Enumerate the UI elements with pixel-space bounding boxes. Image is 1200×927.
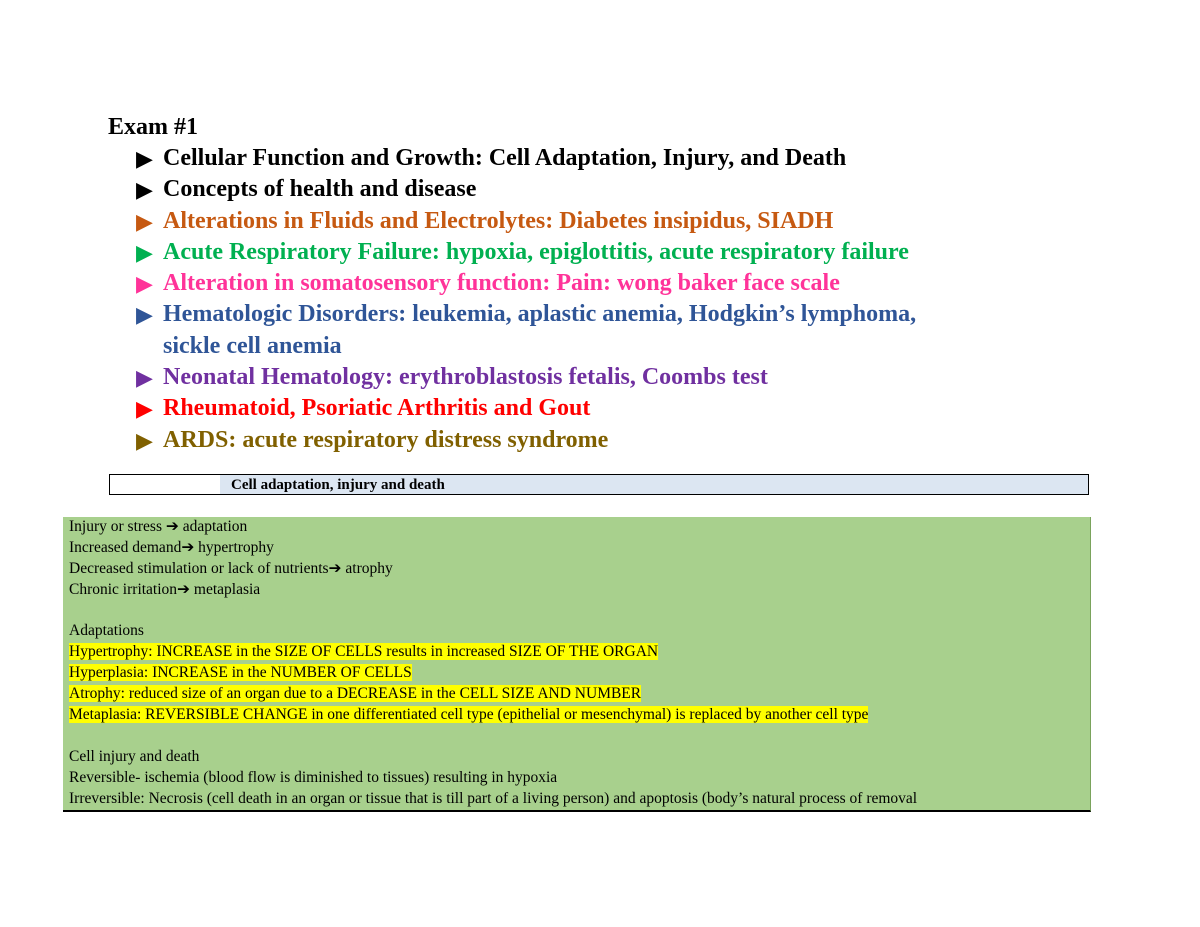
topic-item (136, 268, 1076, 299)
topic-list (136, 143, 1076, 456)
note-line (63, 789, 1090, 810)
topic-item (136, 362, 1076, 393)
triangle-bullet-icon: ▶ (136, 396, 153, 422)
note-blank-line (63, 601, 1090, 622)
note-text: Decreased stimulation or lack of nutrients➔ atrophy (69, 559, 393, 577)
topic-item (136, 143, 1076, 174)
exam-title: Exam #1 (108, 114, 198, 140)
topic-text: Alterations in Fluids and Electrolytes: Diabetes insipidus, SIADH (163, 207, 834, 234)
note-line (63, 538, 1090, 559)
note-text: Irreversible: Necrosis (cell death in an organ or tissue that is till part of a living person) and apoptosis (body’s natural process of removal (69, 789, 918, 807)
triangle-bullet-icon: ▶ (136, 271, 153, 297)
triangle-bullet-icon: ▶ (136, 208, 153, 234)
topic-text: Acute Respiratory Failure: hypoxia, epiglottitis, acute respiratory failure (163, 238, 909, 265)
triangle-bullet-icon: ▶ (136, 239, 153, 265)
topic-text: Rheumatoid, Psoriatic Arthritis and Gout (163, 395, 591, 422)
highlighted-note-text: Metaplasia: REVERSIBLE CHANGE in one differentiated cell type (epithelial or mesenchymal) is replaced by another cell type (69, 706, 869, 724)
note-line (63, 663, 1090, 684)
highlighted-note-text: Hypertrophy: INCREASE in the SIZE OF CELLS results in increased SIZE OF THE ORGAN (69, 643, 659, 661)
note-line (63, 684, 1090, 705)
triangle-bullet-icon: ▶ (136, 427, 153, 453)
topic-item (136, 174, 1076, 205)
note-text: Cell injury and death (69, 747, 200, 765)
note-text: Reversible- ischemia (blood flow is diminished to tissues) resulting in hypoxia (69, 768, 558, 786)
topic-text: Neonatal Hematology: erythroblastosis fetalis, Coombs test (163, 364, 768, 391)
note-text: Chronic irritation➔ metaplasia (69, 580, 261, 598)
triangle-bullet-icon: ▶ (136, 146, 153, 171)
note-line (63, 517, 1090, 538)
note-line (63, 642, 1090, 663)
note-text: Increased demand➔ hypertrophy (69, 538, 274, 556)
triangle-bullet-icon: ▶ (136, 302, 153, 328)
note-line (63, 747, 1090, 768)
topic-text: Concepts of health and disease (163, 176, 477, 203)
triangle-bullet-icon: ▶ (136, 365, 153, 391)
note-line (63, 768, 1090, 789)
triangle-bullet-icon: ▶ (136, 177, 153, 203)
section-header (109, 474, 1089, 495)
topic-item (136, 299, 1076, 330)
highlighted-note-text: Hyperplasia: INCREASE in the NUMBER OF CELLS (69, 664, 412, 682)
topic-text: ARDS: acute respiratory distress syndrome (163, 426, 609, 453)
note-text: Injury or stress ➔ adaptation (69, 518, 248, 535)
topic-item-continuation (136, 331, 1076, 362)
topic-text: sickle cell anemia (163, 332, 342, 359)
note-text: Adaptations (69, 622, 144, 640)
topic-text: Cellular Function and Growth: Cell Adaptation, Injury, and Death (163, 145, 847, 171)
highlighted-note-text: Atrophy: reduced size of an organ due to a DECREASE in the CELL SIZE AND NUMBER (69, 685, 642, 703)
note-blank-line (63, 726, 1090, 747)
topic-text: Hematologic Disorders: leukemia, aplastic anemia, Hodgkin’s lymphoma, (163, 301, 917, 328)
notes-box (63, 517, 1091, 812)
topic-text: Alteration in somatosensory function: Pain: wong baker face scale (163, 270, 840, 297)
topic-item (136, 237, 1076, 268)
note-line (63, 705, 1090, 726)
section-header-label: Cell adaptation, injury and death (231, 477, 445, 493)
topic-item (136, 206, 1076, 237)
note-line (63, 580, 1090, 601)
topic-item (136, 393, 1076, 424)
topic-item (136, 425, 1076, 456)
note-line (63, 559, 1090, 580)
note-line (63, 621, 1090, 642)
